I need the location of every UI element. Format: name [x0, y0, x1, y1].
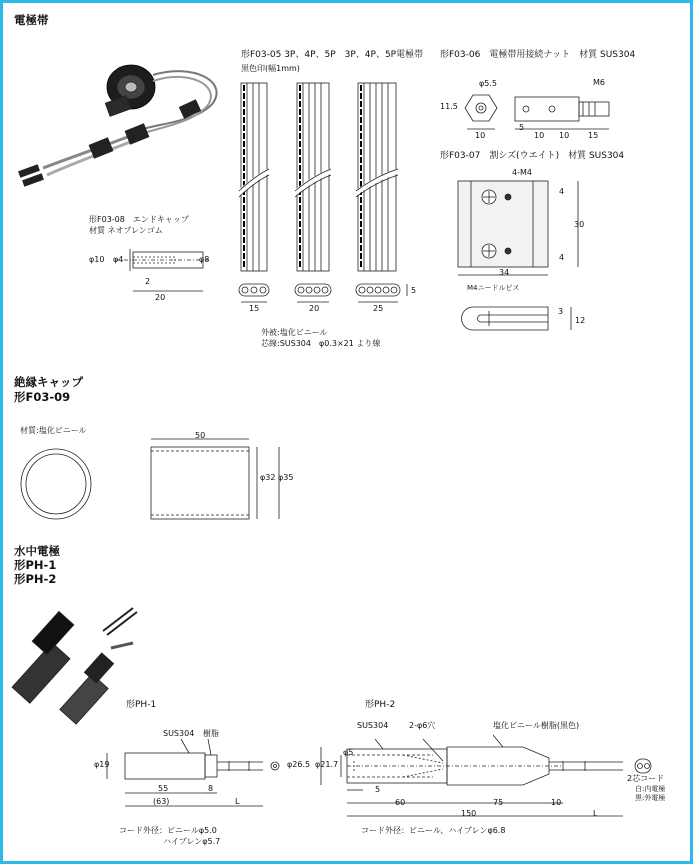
dim-label: 3: [558, 307, 564, 316]
dim-label: 150: [461, 809, 477, 818]
dim-label: 5: [519, 123, 525, 132]
dim-label: 20: [309, 304, 320, 313]
insulation-cap-drawing: [21, 439, 279, 519]
f0306-title: 形F03-06 電極帯用接続ナット 材質 SUS304: [440, 50, 636, 60]
dim-label: 15: [249, 304, 260, 313]
needle-screw-label: M4ニードルビス: [467, 284, 520, 292]
band-drawings: [239, 83, 398, 271]
dim-label: 34: [499, 268, 510, 277]
ph2-title: 形PH-2: [365, 700, 396, 710]
f0307-title: 形F03-07 割シズ(ウエイト) 材質 SUS304: [440, 151, 625, 161]
ph2-label-vinyl: 塩化ビニール樹脂(黒色): [493, 721, 580, 730]
dim-label: 8: [208, 784, 214, 793]
ph1-cord-spec-2: ハイプレンφ5.7: [163, 837, 221, 846]
f0305-core-material: 芯線:SUS304 φ0.3×21 より線: [261, 339, 381, 348]
dim-label: 50: [195, 431, 206, 440]
nut-drawing: [465, 95, 609, 129]
dim-label: 10: [559, 131, 570, 140]
line-drawings: [3, 3, 690, 861]
f0309-material: 材質:塩化ビニール: [20, 426, 87, 435]
dim-label: M6: [593, 78, 605, 87]
f0305-title: 形F03-05 3P、4P、5P 3P、4P、5P電極帯: [241, 50, 424, 60]
ph1-drawing: [107, 739, 279, 806]
dim-label: φ8: [199, 255, 210, 264]
ph2-label-sus: SUS304: [357, 721, 389, 730]
dim-label: φ5: [343, 748, 354, 757]
dim-label: φ35: [278, 473, 294, 482]
ph1-label-resin: 樹脂: [203, 729, 219, 738]
ph2-wire-white: 白:内電極: [635, 785, 666, 793]
dim-label: φ26.5: [287, 760, 311, 769]
ph2-wire-black: 黒:外電極: [635, 794, 666, 802]
dim-label: 12: [575, 316, 586, 325]
dim-label: 10: [534, 131, 545, 140]
dim-label: φ19: [94, 760, 110, 769]
dim-label: 5: [411, 286, 417, 295]
section-title-underwater-electrode: 水中電極: [14, 544, 60, 558]
f0305-mark-note: 黒色印(幅1mm): [241, 64, 300, 73]
ph2-drawing: [321, 735, 651, 816]
dim-label: φ10: [89, 255, 105, 264]
dim-label: 10: [551, 798, 562, 807]
underwater-electrode-photo: [12, 608, 137, 724]
end-cap-drawing: [115, 249, 209, 291]
dim-label: 25: [373, 304, 384, 313]
f0308-material: 材質 ネオプレンゴム: [89, 226, 163, 235]
dim-label: 55: [158, 784, 169, 793]
ph1-label-sus: SUS304: [163, 729, 195, 738]
dim-label: 4: [559, 253, 565, 262]
underwater-model-ph2: 形PH-2: [14, 572, 57, 586]
dim-label: (63): [153, 797, 170, 806]
insulation-cap-model: 形F03-09: [14, 390, 71, 404]
band-cross-sections: [239, 284, 407, 302]
dim-label: 2: [145, 277, 151, 286]
ph2-cord-type: 2芯コード: [627, 774, 665, 783]
dim-label: φ32: [260, 473, 276, 482]
dim-label: 10: [475, 131, 486, 140]
f0308-title: 形F03-08 エンドキャップ: [89, 215, 189, 224]
underwater-model-ph1: 形PH-1: [14, 558, 57, 572]
dim-label: 75: [493, 798, 504, 807]
dim-label: 15: [588, 131, 599, 140]
section-title-electrode-band: 電極帯: [14, 13, 49, 27]
dim-label: L: [593, 809, 598, 818]
ph1-title: 形PH-1: [126, 700, 157, 710]
dim-label: φ5.5: [479, 79, 497, 88]
dim-label: 4: [559, 187, 565, 196]
ph2-label-holes: 2-φ6穴: [409, 721, 436, 730]
electrode-band-photo: [19, 65, 217, 186]
dim-label: 20: [155, 293, 166, 302]
dim-label: 5: [375, 785, 381, 794]
section-title-insulation-cap: 絶縁キャップ: [14, 375, 83, 389]
ph2-cord-spec: コード外径：ビニール、ハイプレンφ6.8: [361, 826, 506, 835]
dim-label: L: [235, 797, 240, 806]
catalog-page: [3, 3, 690, 861]
dim-label: 60: [395, 798, 406, 807]
dim-label: φ21.7: [315, 760, 339, 769]
dim-label: 11.5: [440, 102, 458, 111]
ph1-cord-spec: コード外径：ビニールφ5.0: [119, 826, 217, 835]
f0305-sheath-material: 外被:塩化ビニール: [261, 328, 328, 337]
dim-label: 30: [574, 220, 585, 229]
dim-label: φ4: [113, 255, 124, 264]
dim-label: 4-M4: [512, 168, 532, 177]
